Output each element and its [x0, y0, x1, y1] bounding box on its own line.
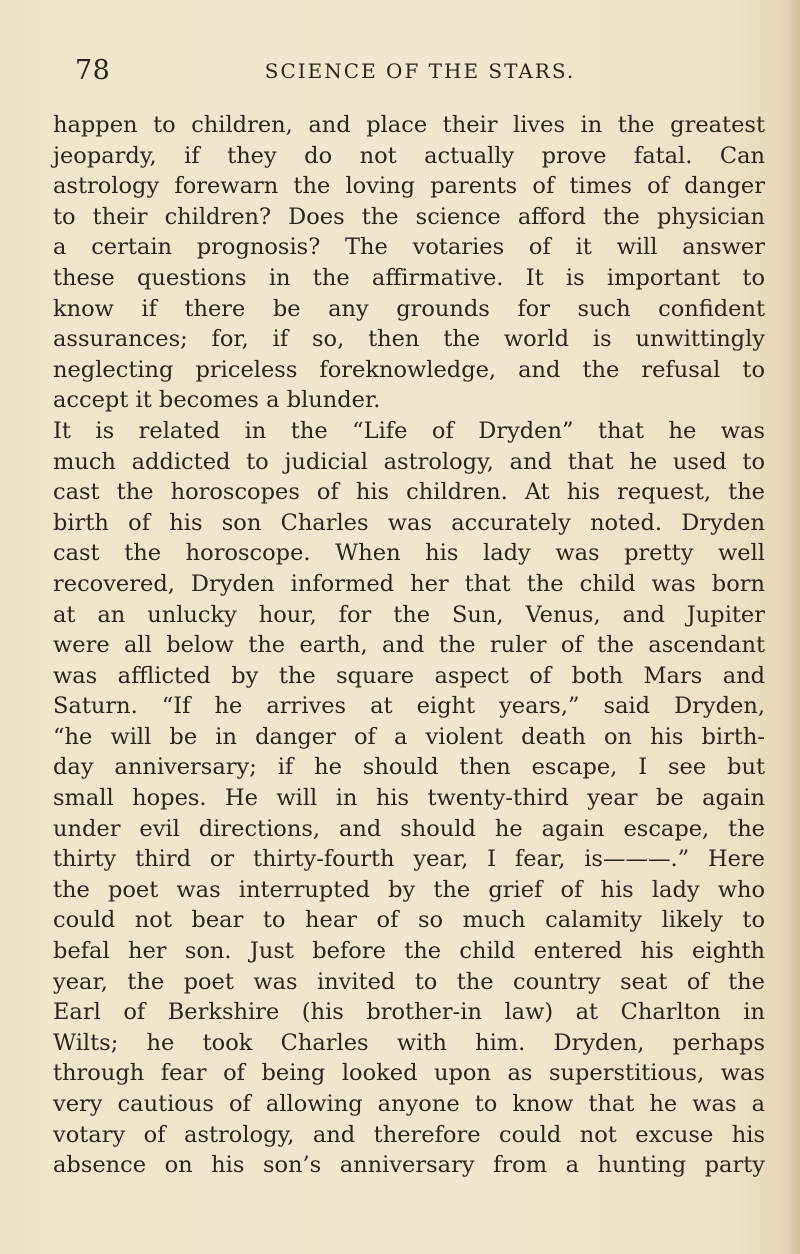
- text-line: to their children? Does the science afford the physician: [53, 203, 765, 230]
- text-line: astrology forewarn the loving parents of times of danger: [53, 173, 765, 200]
- text-line: the poet was interrupted by the grief of his lady who: [53, 876, 765, 903]
- text-line: cast the horoscope. When his lady was pretty well: [53, 540, 765, 567]
- page-edge-shadow: [786, 0, 800, 1254]
- text-line: happen to children, and place their lives in the greatest: [53, 112, 765, 138]
- body-text: [53, 110, 765, 1181]
- text-line: Earl of Berkshire (his brother-in law) at Charlton in: [53, 999, 765, 1026]
- running-title: SCIENCE OF THE STARS.: [264, 59, 576, 83]
- text-line: assurances; for, if so, then the world is unwittingly: [53, 326, 765, 353]
- text-line: know if there be any grounds for such confident: [53, 295, 765, 322]
- text-line: jeopardy, if they do not actually prove fatal. Can: [53, 142, 765, 169]
- text-line: absence on his son’s anniversary from a hunting party: [53, 1152, 765, 1179]
- text-line: “he will be in danger of a violent death on his birth-: [53, 723, 765, 750]
- page-header: [75, 55, 765, 89]
- page-number: 78: [75, 55, 111, 86]
- text-line: under evil directions, and should he again escape, the: [53, 815, 765, 842]
- text-line: cast the horoscopes of his children. At his request, the: [53, 479, 765, 506]
- text-line: It is related in the “Life of Dryden” that he was: [53, 417, 765, 444]
- text-line: votary of astrology, and therefore could not excuse his: [53, 1121, 765, 1148]
- text-line: birth of his son Charles was accurately noted. Dryden: [53, 509, 765, 536]
- text-line: were all below the earth, and the ruler of the ascendant: [53, 632, 765, 659]
- text-line: day anniversary; if he should then escape, I see but: [53, 754, 765, 781]
- text-line: thirty third or thirty-fourth year, I fear, is———.” Here: [53, 846, 765, 873]
- text-line: much addicted to judicial astrology, and that he used to: [53, 448, 765, 475]
- text-line: these questions in the affirmative. It is important to: [53, 264, 765, 291]
- text-line: year, the poet was invited to the country seat of the: [53, 968, 765, 995]
- text-line: small hopes. He will in his twenty-third year be again: [53, 785, 765, 812]
- text-line: was afflicted by the square aspect of both Mars and: [53, 662, 765, 689]
- text-line: very cautious of allowing anyone to know that he was a: [53, 1091, 765, 1117]
- text-line: a certain prognosis? The votaries of it will answer: [53, 234, 765, 261]
- text-line: befal her son. Just before the child entered his eighth: [53, 938, 765, 965]
- text-line: through fear of being looked upon as superstitious, was: [53, 1060, 765, 1087]
- text-line: Wilts; he took Charles with him. Dryden, perhaps: [53, 1029, 765, 1056]
- text-line: could not bear to hear of so much calamity likely to: [53, 907, 765, 934]
- text-line: Saturn. “If he arrives at eight years,” said Dryden,: [53, 693, 765, 720]
- text-line: recovered, Dryden informed her that the child was born: [53, 570, 765, 597]
- text-line: neglecting priceless foreknowledge, and the refusal to: [53, 356, 765, 383]
- text-line: at an unlucky hour, for the Sun, Venus, and Jupiter: [53, 601, 765, 628]
- paragraph-end-line: accept it becomes a blunder.: [53, 387, 381, 414]
